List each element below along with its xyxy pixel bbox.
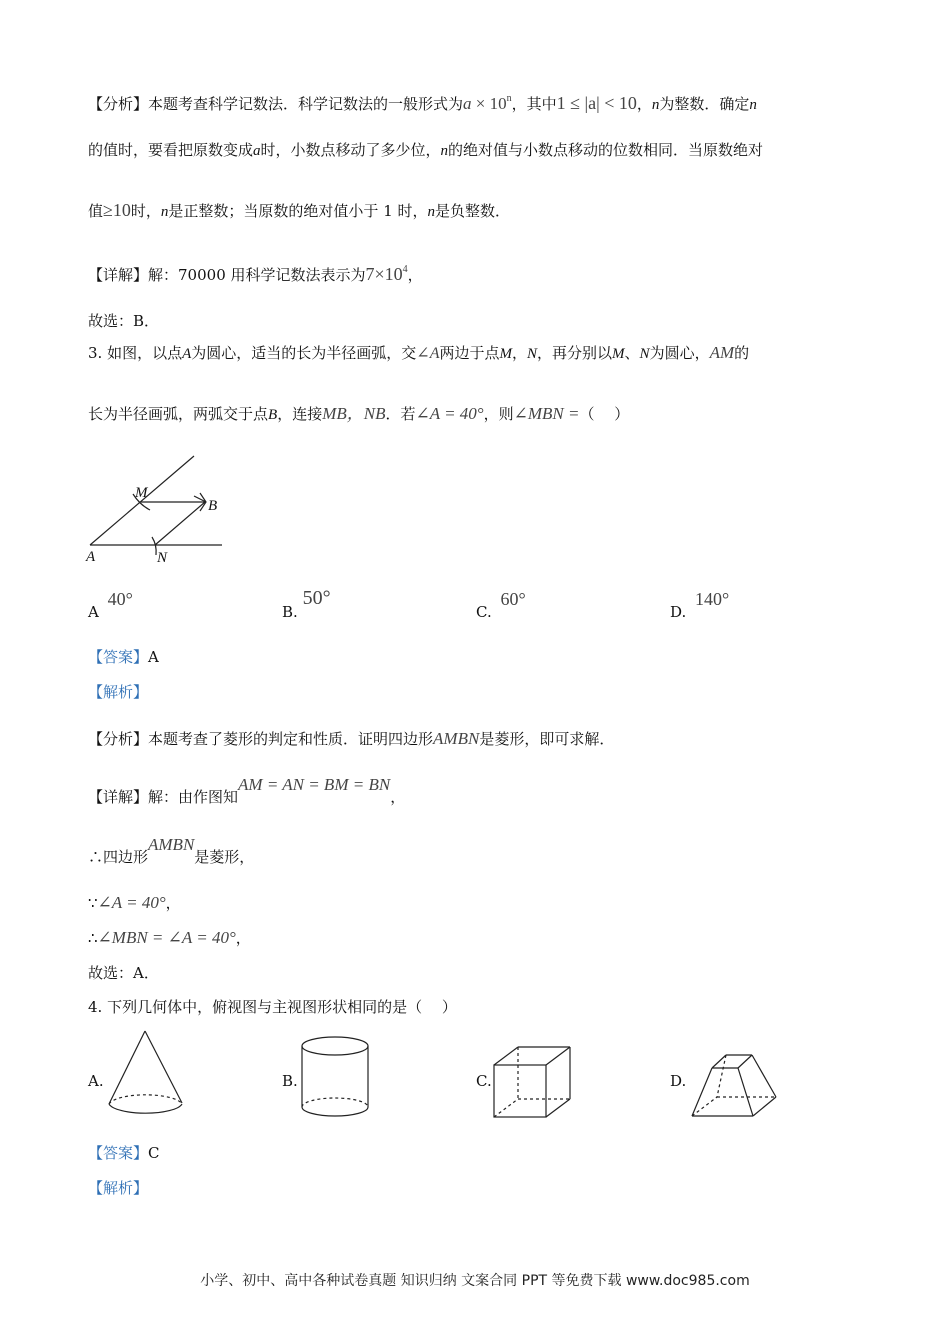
- formula: 1 ≤ |a| < 10: [556, 93, 637, 113]
- var: N: [527, 346, 538, 362]
- text: ，: [407, 266, 423, 284]
- text: ，: [390, 788, 406, 806]
- formula: ∠A = 40°: [97, 893, 166, 912]
- text: 3. 如图，以点: [88, 344, 183, 362]
- answer-tag: 【答案】: [88, 648, 149, 666]
- text: ，: [636, 95, 652, 113]
- detail-tag: 【详解】: [88, 266, 149, 284]
- choice-line: 故选：B．: [88, 312, 160, 330]
- answer-value: A: [148, 648, 159, 666]
- text: 解：70000 用科学记数法表示为: [148, 266, 366, 284]
- detail-tag: 【详解】: [88, 788, 149, 806]
- text: ，: [165, 894, 181, 912]
- formula: ∠A: [416, 345, 440, 362]
- text: 时，: [130, 202, 161, 220]
- text: 为圆心，适当的长为半径画弧，交: [191, 344, 417, 362]
- var: n: [427, 204, 436, 220]
- page-footer: 小学、初中、高中各种试卷真题 知识归纳 文案合同 PPT 等免费下载 www.doc985.com: [200, 1273, 750, 1289]
- option-value: 40°: [107, 589, 133, 609]
- option-value: 60°: [500, 589, 526, 609]
- option-letter: C.: [476, 603, 492, 621]
- answer-tag: 【答案】: [88, 1144, 149, 1162]
- formula: AM = AN = BM = BN: [238, 775, 391, 794]
- var: M: [499, 346, 512, 362]
- text: 的绝对值与小数点移动的位数相同．当原数绝对: [448, 141, 764, 159]
- var: n: [440, 143, 449, 159]
- text: ，其中: [511, 95, 557, 113]
- var: N: [639, 346, 650, 362]
- formula: ≥10: [103, 200, 131, 220]
- label-n: N: [157, 550, 168, 566]
- cone-icon: [109, 1031, 182, 1113]
- q3-final: 故选：A．: [88, 964, 159, 982]
- label-b: B: [208, 498, 218, 514]
- text: 是菱形，即可求解．: [479, 730, 615, 748]
- formula: 7×10: [365, 264, 403, 284]
- text: ∴四边形: [88, 848, 149, 866]
- var: n: [160, 204, 169, 220]
- q3-analysis-tag: 【解析】: [88, 683, 149, 701]
- q4-option-b[interactable]: B.: [282, 1072, 298, 1090]
- text: 是负整数．: [435, 202, 511, 220]
- text: ∴: [88, 929, 98, 947]
- text: ，则: [483, 405, 514, 423]
- var: A: [182, 346, 192, 362]
- text: 是菱形，: [194, 848, 255, 866]
- answer-value: C: [148, 1144, 160, 1162]
- formula: AMBN: [433, 729, 480, 748]
- text: 本题考查了菱形的判定和性质．证明四边形: [148, 730, 434, 748]
- text: 长为半径画弧，两弧交于点: [88, 405, 269, 423]
- text: 时，小数点移动了多少位，: [260, 141, 441, 159]
- option-value: 140°: [695, 589, 730, 609]
- option-letter: D.: [670, 603, 687, 621]
- option-letter: A: [88, 603, 99, 621]
- formula: a: [463, 94, 472, 113]
- formula: × 10: [471, 94, 507, 113]
- var: n: [749, 97, 757, 113]
- formula-exponent: 4: [402, 264, 408, 275]
- formula: MB，NB: [322, 404, 386, 423]
- frustum-icon: [692, 1055, 776, 1116]
- text: 、: [624, 344, 640, 362]
- formula: ∠MBN =: [513, 404, 580, 423]
- analysis-tag: 【分析】: [88, 730, 149, 748]
- q4-option-a[interactable]: A.: [88, 1072, 104, 1090]
- var: n: [651, 97, 660, 113]
- q4-option-c[interactable]: C.: [476, 1072, 492, 1090]
- text: 解：由作图知: [148, 788, 239, 806]
- formula: AMBN: [148, 835, 195, 854]
- text: ，: [235, 929, 251, 947]
- formula-exponent: n: [506, 93, 512, 104]
- option-value: 50°: [302, 587, 331, 609]
- q4-analysis-tag: 【解析】: [88, 1179, 149, 1197]
- cylinder-icon: [302, 1037, 368, 1116]
- cube-icon: [494, 1047, 570, 1117]
- var: B: [268, 407, 278, 423]
- option-letter: B.: [282, 603, 298, 621]
- text: 为圆心，: [649, 344, 710, 362]
- text: 的值时，要看把原数变成: [88, 141, 254, 159]
- text: 本题考查科学记数法．科学记数法的一般形式为: [148, 95, 464, 113]
- text: ，: [511, 344, 527, 362]
- analysis-tag: 【分析】: [88, 95, 149, 113]
- text: 是正整数；当原数的绝对值小于 1 时，: [168, 202, 428, 220]
- var: M: [612, 346, 625, 362]
- text: 的: [734, 344, 750, 362]
- text: ∵: [88, 894, 98, 912]
- text: ，再分别以: [537, 344, 613, 362]
- formula: AM: [709, 343, 735, 362]
- text: ．若: [385, 405, 416, 423]
- label-m: M: [135, 485, 148, 501]
- q4-option-d[interactable]: D.: [670, 1072, 687, 1090]
- var: a: [253, 143, 261, 159]
- text: 值: [88, 202, 104, 220]
- text: （ ）: [579, 405, 630, 423]
- text: 两边于点: [439, 344, 500, 362]
- text: ，连接: [277, 405, 323, 423]
- label-a: A: [86, 549, 96, 565]
- formula: ∠A = 40°: [415, 404, 484, 423]
- q4-answer: [88, 1142, 160, 1164]
- text: 为整数．确定: [659, 95, 750, 113]
- q4-stem: 4. 下列几何体中，俯视图与主视图形状相同的是（ ）: [88, 998, 457, 1016]
- formula: ∠MBN = ∠A = 40°: [97, 928, 236, 947]
